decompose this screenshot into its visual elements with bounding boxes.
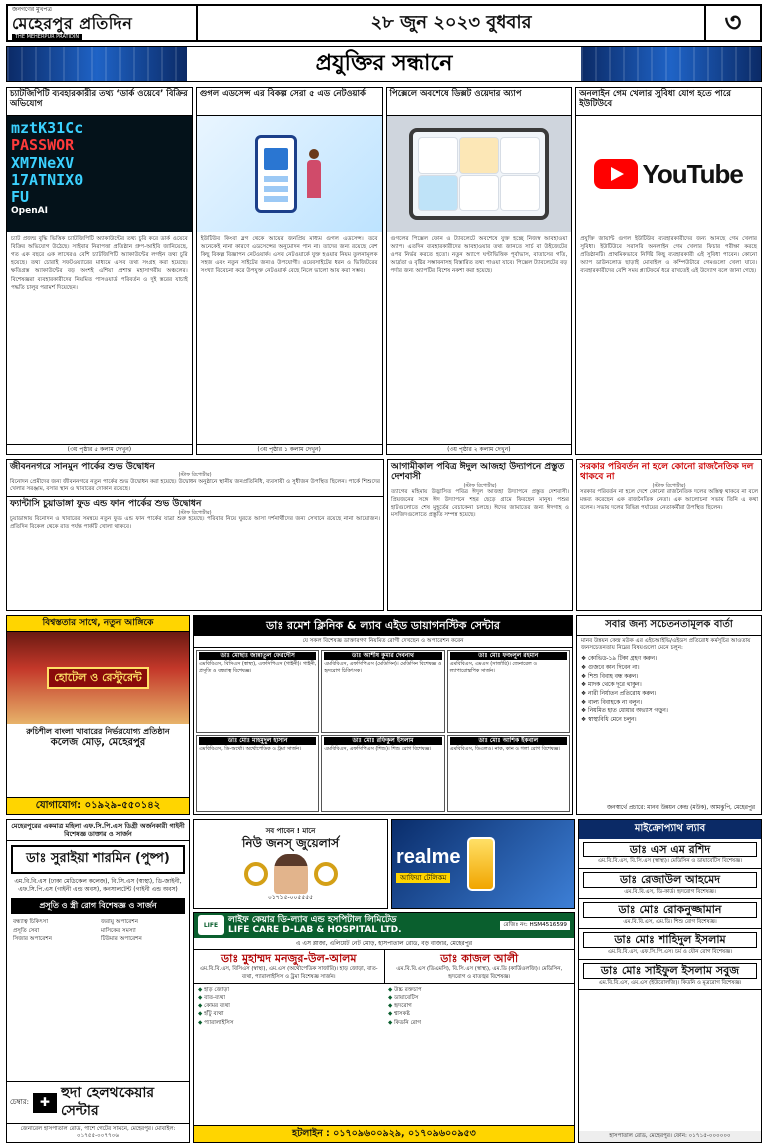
article-headline: পিক্সেলে অবশেষে ডিক্সট ওয়েদার অ্যাপ bbox=[387, 88, 572, 116]
lifecare-title-block bbox=[228, 915, 496, 936]
article-youtube-games bbox=[575, 87, 762, 455]
doctor-name: ডাঃ মোঃ রোকনুজ্জামান bbox=[583, 902, 757, 918]
article-continued: (৩য় পৃষ্ঠার ২ কলাম দেখুন) bbox=[387, 444, 572, 455]
ads-row-1 bbox=[6, 615, 762, 815]
lifecare-header bbox=[194, 913, 574, 938]
image-text-line: XM7NeXV bbox=[11, 153, 75, 172]
article-image-adsense bbox=[197, 116, 382, 232]
lifecare-registration: রেজিঃ নং: HSM4516599 bbox=[500, 921, 570, 930]
eid-news-column bbox=[387, 459, 573, 611]
service-item: ◆ উচ্চ রক্তচাপ bbox=[388, 986, 570, 994]
micropath-footer: হাসপাতাল রোড, মেহেরপুর। ফোন: ০১৭১৫-০০০০০০ bbox=[579, 1131, 761, 1142]
story-body: চুয়াডাঙ্গায় বিনোদন ও খাবারের সমন্বয়ে নতুন ফুড এন্ড ফান পার্কের যাত্রা শুরু হয়েছে। পরিবার নিয়ে ঘুরতে আসা দর্শনার্থীদের জন্য সেখানে রয়েছে নানা আয়োজন। প্রতিদিন বিকেল থেকে রাত পর্যন্ত পার্কটি খোলা থাকবে। bbox=[10, 515, 380, 530]
service-item: ◆ হৃদরোগ bbox=[388, 1002, 570, 1010]
doctor-card bbox=[194, 950, 384, 983]
doctor-card bbox=[447, 650, 570, 734]
story-byline: (স্টাফ রিপোর্টার) bbox=[178, 472, 212, 479]
doctor-card bbox=[579, 899, 761, 929]
doctor-tagline: মেহেরপুরের একমাত্র মহিলা এফ.সি.পি.এস ডিগ্রী অর্জনকারী গাইনী বিশেষজ্ঞ ডাক্তার ও সার্জন bbox=[7, 820, 189, 841]
story-body: সরকার পরিবর্তন না হলে দেশে কোনো রাজনৈতিক দলের অস্তিত্ব থাকবে না বলে মন্তব্য করেছেন এক রাজনৈতিক নেতা। এক আলোচনা সভায় তিনি এ কথা বলেন। সভায় দলের বিভিন্ন পর্যায়ের নেতাকর্মীরা উপস্থিত ছিলেন। bbox=[580, 488, 758, 511]
restaurant-location: কলেজ মোড়, মেহেরপুর bbox=[50, 737, 146, 749]
story-headline: সরকার পরিবর্তন না হলে কোনো রাজনৈতিক দল থাকবে না bbox=[580, 462, 754, 483]
image-text-line: mztK31Cc bbox=[11, 119, 84, 137]
article-adsense bbox=[196, 87, 383, 455]
doctor-card bbox=[196, 735, 319, 812]
story-headline: আগামীকাল পবিত্র ঈদুল আজহা উদ্যাপনে প্রস্তুত দেশবাসী bbox=[391, 462, 565, 483]
lifecare-hotline: হটলাইন : ০১৭০৯৬০০৯২৯, ০১৭০৯৬০০৯৫৩ bbox=[194, 1125, 574, 1142]
micropath-title: মাইক্রোপ্যাথ ল্যাব bbox=[579, 820, 761, 839]
list-item: ❖ বাল্য বিবাহকে না বলুন। bbox=[581, 699, 757, 708]
doctor-name: ডাঃ কাজল আলী bbox=[440, 952, 519, 966]
article-image-youtube bbox=[576, 116, 761, 232]
politics-news-column bbox=[576, 459, 762, 611]
youtube-logo: YouTube bbox=[642, 158, 743, 189]
service-item: টিউমার অপারেশন bbox=[101, 936, 142, 943]
doctor-card bbox=[579, 839, 761, 869]
center-ads bbox=[193, 819, 575, 1143]
hospital-cross-icon: ✚ bbox=[33, 1093, 57, 1113]
openai-logo: OpenAI bbox=[11, 206, 48, 217]
center-top-ads bbox=[193, 819, 575, 909]
issue-date: ২৮ জুন ২০২৩ বুধবার bbox=[370, 11, 532, 33]
lifecare-logo: LIFE bbox=[198, 915, 224, 935]
masthead-left bbox=[8, 6, 198, 40]
middle-news-row bbox=[6, 459, 762, 611]
section-title: প্রযুক্তির সন্ধানে bbox=[187, 47, 581, 81]
ads-row-2 bbox=[6, 819, 762, 1143]
article-body: গুগলের পিক্সেল ফোন ও ট্যাবলেটে অবশেষে যুক্ত হচ্ছে নিজস্ব আবহাওয়া অ্যাপ। এতদিন ব্যবহারকারীদের আবহাওয়ার তথ্য জানতে সার্চ বা উইজেটের ওপর নির্ভর করতে হতো। নতুন অ্যাপে ঘণ্টাভিত্তিক পূর্বাভাস, বাতাসের গতি, আর্দ্রতা ও বৃষ্টির সম্ভাবনাসহ বিস্তারিত তথ্য পাওয়া যাবে। পিক্সেল ট্যাবলেটের বড় পর্দার জন্য অ্যাপটির বিশেষ নকশা করা হয়েছে। bbox=[390, 236, 568, 275]
gynecologist-ad bbox=[6, 819, 190, 1143]
doctor-name: ডাঃ রেজাউল আহমেদ bbox=[583, 872, 757, 888]
realme-ad bbox=[391, 819, 575, 909]
doctor-card bbox=[196, 650, 319, 734]
doctor-detail: এমবিবিএস, এমএস (সার্জারি)। জেনারেল ও ল্যাপারোস্কপিক সার্জন। bbox=[449, 660, 538, 674]
story-byline: (স্টাফ রিপোর্টার) bbox=[652, 482, 686, 489]
services-list-left bbox=[194, 984, 384, 1125]
lifecare-doctors bbox=[194, 950, 574, 983]
tech-articles-row bbox=[6, 87, 762, 455]
article-headline: অনলাইন গেম খেলার সুবিধা যোগ হতে পারে ইউটিউবে bbox=[576, 88, 761, 116]
article-headline: গুগল এডসেন্স এর বিকল্প সেরা ৫ এড নেটওয়ার্ক bbox=[197, 88, 382, 116]
lifecare-services bbox=[194, 983, 574, 1125]
doctor-card bbox=[579, 960, 761, 990]
doctor-detail: এম.বি.বি.এস, বি.সি.এস (স্বাস্থ্য)। মেডিসিন ও ডায়াবেটিস বিশেষজ্ঞ। bbox=[597, 858, 743, 865]
service-item: বন্ধ্যাত্ব চিকিৎসা bbox=[13, 919, 48, 926]
banner-tech-graphic-left bbox=[7, 47, 187, 81]
chamber-block bbox=[7, 1081, 189, 1123]
chamber-label: চেম্বার: bbox=[10, 1098, 29, 1107]
doctor-card bbox=[447, 735, 570, 812]
person-illustration bbox=[305, 149, 323, 199]
list-item: ❖ মাদক থেকে দূরে থাকুন। bbox=[581, 681, 757, 690]
diagnostic-title: ডাঃ রমেশ ক্লিনিক & ল্যাব এইড ডায়াগনস্টিক সেন্টার bbox=[194, 616, 572, 636]
owner-photo bbox=[274, 854, 308, 894]
list-item: ❖ কোভিড-১৯ টিকা গ্রহণ করুন। bbox=[581, 655, 757, 664]
doctor-detail: এম.বি.বি.এস, এফ.সি.পি.এস। চর্ম ও যৌন রোগ বিশেষজ্ঞ। bbox=[607, 949, 733, 956]
doctor-name: ডাঃ মোঃ শাহিদুল ইসলাম bbox=[583, 932, 757, 948]
newspaper-english-name: THE MEHERPUR PRATIDIN bbox=[12, 34, 82, 40]
awareness-list bbox=[577, 655, 761, 725]
doctor-card bbox=[579, 869, 761, 899]
article-continued: (৩য় পৃষ্ঠার ৫ কলাম দেখুন) bbox=[7, 444, 192, 455]
news-story bbox=[7, 460, 383, 496]
doctor-name: ডাঃ মোঃ মাহমুদুল হাসান bbox=[199, 737, 316, 745]
lifecare-hospital-ad bbox=[193, 912, 575, 1143]
restaurant-ad bbox=[6, 615, 190, 815]
image-text-line: PASSWOR bbox=[11, 136, 75, 155]
services-list-right bbox=[384, 984, 574, 1125]
doctor-name: ডাঃ আশীষ কুমার দেবনাথ bbox=[324, 652, 441, 660]
doctor-detail: এমবিবিএস, ডি-অর্থো। অর্থোপেডিক ও ট্রমা সার্জন। bbox=[199, 746, 301, 753]
phone-illustration bbox=[255, 135, 297, 213]
awareness-intro: মানব উন্নয়ন কেন্দ্র মউক এর এইচআইভি/এইডস প্রতিরোধ কর্মসূচির আওতায় জনসচেতনতায় নিম্নের বিষয়গুলো মেনে চলুন: bbox=[581, 637, 751, 652]
story-body: বিনোদন প্রেমীদের জন্য জীবননগরে নতুন পার্কের শুভ উদ্বোধন করা হয়েছে। উদ্বোধন অনুষ্ঠানে স্থানীয় জনপ্রতিনিধি, ব্যবসায়ী ও সুধীজন উপস্থিত ছিলেন। পার্কে শিশুদের খেলার সরঞ্জাম, বসার স্থান ও খাবারের দোকান রয়েছে। bbox=[10, 478, 380, 493]
restaurant-description: রুচিশীল বাংলা খাবারের নির্ভরযোগ্য প্রতিষ্ঠান bbox=[26, 727, 170, 737]
jewellers-ad bbox=[193, 819, 388, 909]
doctor-name: ডাঃ সুরাইয়া শারমিন (পুষ্প) bbox=[11, 845, 185, 873]
article-body: চ্যাট প্রজন্ম বুদ্ধি ভিত্তিক চ্যাটজিপিটি অ্যাকাউন্টের তথ্য চুরি করে ডার্ক ওয়েবে বিক্রির অভিযোগ উঠেছে। সাইবার নিরাপত্তা প্রতিষ্ঠান গ্রুপ-আইবি জানিয়েছে, গত এক বছরে এক লাখেরও বেশি চ্যাটজিপিটি অ্যাকাউন্টের লগইন তথ্য চুরি হয়েছে। তথ্য চোরাই সফটওয়্যারের মাধ্যমে এসব তথ্য সংগ্রহ করা হয়েছে। ক্ষতিগ্রস্ত অ্যাকাউন্টের বড় অংশই এশিয়া প্রশান্ত মহাসাগরীয় অঞ্চলের। বিশেষজ্ঞরা ব্যবহারকারীদের নিয়মিত পাসওয়ার্ড পরিবর্তন ও দুই স্তরের যাচাই পদ্ধতি চালুর পরামর্শ দিয়েছেন। bbox=[11, 236, 188, 291]
restaurant-sign: হোটেল ও রেস্টুরেন্ট bbox=[47, 667, 148, 689]
page-number: ৩ bbox=[704, 6, 760, 40]
doctor-name: ডাঃ মোঃ সাইফুল ইসলাম সবুজ bbox=[583, 963, 757, 979]
awareness-ad bbox=[576, 615, 762, 815]
lifecare-title-english: LIFE CARE D-LAB & HOSPITAL LTD. bbox=[228, 925, 402, 936]
service-item: মাসিকের সমস্যা bbox=[101, 927, 136, 934]
doctor-name: ডাঃ মুহাম্মদ মনজুর-উল-আলম bbox=[221, 952, 357, 966]
doctor-name: ডাঃ মোঃ ফজলুল রহমান bbox=[450, 652, 567, 660]
service-item: ◆ কোমর ব্যথা bbox=[198, 1002, 380, 1010]
doctor-grid bbox=[194, 648, 572, 814]
article-continued: (৩য় পৃষ্ঠার ১ কলাম দেখুন) bbox=[197, 444, 382, 455]
doctor-detail: এম.বি.বি.এস, ডি-কার্ড। হৃদরোগ বিশেষজ্ঞ। bbox=[624, 888, 716, 895]
shop-name: আফিয়া টেলিকম bbox=[396, 873, 450, 884]
doctor-detail: এমবিবিএস, এফসিপিএস (শিশু)। শিশু রোগ বিশেষজ্ঞ। bbox=[324, 746, 432, 753]
doctor-degrees: এম.বি.বি.এস (ঢাকা মেডিকেল কলেজ), বি.সি.এস (স্বাস্থ্য), ডি-জাইনী, এফ.সি.পি.এস (গাইনী এন্ড অবস), কনসালটেন্ট (গাইনী এন্ড অবস) bbox=[14, 877, 182, 893]
doctor-card bbox=[579, 929, 761, 959]
doctor-detail: এম.বি.বি.এস, এম.ডি। শিশু রোগ বিশেষজ্ঞ। bbox=[623, 918, 717, 925]
doctor-detail: এম.বি.বি.এস, এম.এস (ইউরোলজি)। কিডনি ও মূত্ররোগ বিশেষজ্ঞ। bbox=[598, 979, 742, 986]
restaurant-photo bbox=[7, 632, 189, 724]
news-story bbox=[7, 497, 383, 533]
local-news-column bbox=[6, 459, 384, 611]
chamber-name: হুদা হেলথকেয়ার সেন্টার bbox=[60, 1085, 155, 1119]
service-item: সিজার অপারেশন bbox=[13, 936, 53, 943]
list-item: ❖ নিয়মিত হাত ধোয়ার অভ্যাস গড়ুন। bbox=[581, 707, 757, 716]
masthead-tagline: জনগণের মুখপত্র bbox=[12, 6, 52, 14]
doctor-card bbox=[321, 735, 444, 812]
awareness-signature: জনস্বার্থে প্রচারে: মানব উন্নয়ন কেন্দ্র (মউক), আমঝুপি, মেহেরপুর bbox=[606, 804, 755, 811]
story-headline: ফ্যান্টাসি চুয়াডাঙ্গা ফুড এন্ড ফান পার্কের শুভ উদ্বোধন bbox=[10, 499, 202, 510]
jewellers-name: নিউ জনস্ জুয়েলার্স bbox=[241, 835, 340, 850]
article-image-chatgpt bbox=[7, 116, 192, 232]
image-text-line: 17ATNIX0 bbox=[11, 170, 84, 189]
doctor-detail: এমবিবিএস, বিসিএস (স্বাস্থ্য), এফসিপিএস (গাইনী)। গাইনী, প্রসূতি ও বন্ধ্যাত্ব বিশেষজ্ঞ। bbox=[199, 660, 317, 674]
doctor-detail: এমবিবিএস, এফসিপিএস (মেডিসিন)। মেডিসিন বিশেষজ্ঞ ও হৃদরোগ চিকিৎসক। bbox=[324, 660, 442, 674]
banner-tech-graphic-right bbox=[581, 47, 761, 81]
doctor-name: ডাঃ মোঃ রফিকুল ইসলাম bbox=[324, 737, 441, 745]
article-body: প্রযুক্তি জায়ান্ট গুগল ইউটিউব ব্যবহারকারীদের জন্য আনছে গেম খেলার সুবিধা। ইউটিউবে সরাসরি অনলাইন গেম খেলার ফিচার পরীক্ষা করছে প্রতিষ্ঠানটি। প্রাথমিকভাবে নির্দিষ্ট কিছু ব্যবহারকারী এই সুবিধা পাবেন। কোনো অ্যাপ ডাউনলোড ছাড়াই মোবাইল ও কম্পিউটারে গেমগুলো খেলা যাবে। ব্যবহারকারীদের বেশি সময় প্ল্যাটফর্মে ধরে রাখতেই এই উদ্যোগ বলে জানা গেছে। bbox=[580, 236, 757, 275]
story-byline: (স্টাফ রিপোর্টার) bbox=[178, 509, 212, 516]
ring-icon bbox=[314, 862, 338, 886]
youtube-play-icon bbox=[594, 159, 638, 189]
restaurant-phone: যোগাযোগ: ০১৯২৯-৫৫০১৪২ bbox=[7, 797, 189, 815]
article-pixel-weather bbox=[386, 87, 573, 455]
service-item: ◆ কিডনি রোগ bbox=[388, 1019, 570, 1027]
doctor-name: ডাঃ মোছাঃ জান্নাতুল ফেরদৌস bbox=[199, 652, 316, 660]
service-item: প্রসূতি সেবা bbox=[13, 927, 40, 934]
chamber-address: জেনারেল হাসপাতাল রোড, পাশে গেটের সামনে, মেহেরপুর। মোবাইল: ০১৭৫৫-০০৭৭০৬ bbox=[7, 1123, 189, 1142]
image-text-line: FU bbox=[11, 188, 30, 206]
doctor-card bbox=[384, 950, 575, 983]
story-headline: জীবননগরে সানমুন পার্কের শুভ উদ্বোধন bbox=[10, 462, 155, 472]
story-byline: (স্টাফ রিপোর্টার) bbox=[463, 482, 497, 489]
service-item: ◆ ডায়াবেটিস bbox=[388, 994, 570, 1002]
article-image-tablet bbox=[387, 116, 572, 232]
service-item: ◆ শ্বাসকষ্ট bbox=[388, 1010, 570, 1018]
service-item: ◆ বাত-ব্যথা bbox=[198, 994, 380, 1002]
realme-text bbox=[396, 845, 461, 884]
ring-icon bbox=[244, 862, 268, 886]
tablet-illustration bbox=[409, 128, 549, 220]
list-item: ❖ নারী নির্যাতন প্রতিরোধ করুন। bbox=[581, 690, 757, 699]
phone-illustration bbox=[467, 837, 495, 891]
doctor-detail: এম.বি.বি.এস, বিসিএস (স্বাস্থ্য), এম.এস (অর্থোপেডিক সার্জারি)। হাড় জোড়া, বাত-ব্যথা, প্যারালাইসিস ও ট্রমা বিশেষজ্ঞ সার্জন। bbox=[199, 965, 378, 980]
service-item: ◆ প্যারালাইসিস bbox=[198, 1019, 380, 1027]
newspaper-name: মেহেরপুর প্রতিদিন bbox=[12, 13, 133, 33]
doctor-specialty: প্রসূতি ও স্ত্রী রোগ বিশেষজ্ঞ ও সার্জন bbox=[11, 898, 185, 914]
realme-logo: realme bbox=[396, 845, 461, 868]
masthead bbox=[6, 4, 762, 42]
micropath-lab-ad bbox=[578, 819, 762, 1143]
restaurant-tagline: বিশ্বস্ততার সাথে, নতুন আঙ্গিকে bbox=[7, 616, 189, 632]
doctor-detail: এমবিবিএস, ডিএলও। নাক, কান ও গলা রোগ বিশেষজ্ঞ। bbox=[449, 746, 561, 753]
list-item: ❖ গুজবে কান দিবেন না। bbox=[581, 664, 757, 673]
list-item: ❖ স্বাস্থ্যবিধি মেনে চলুন। bbox=[581, 716, 757, 725]
doctor-card bbox=[321, 650, 444, 734]
lifecare-address: এ এস প্লাজা, এলিয়েট নেট মোড়, হাসপাতাল রোড, বড় বাজার, মেহেরপুর bbox=[194, 938, 574, 951]
jewellers-phone: ০১৭১৫-০০৫৫৫৫ bbox=[267, 893, 314, 901]
doctor-detail: এম.বি.বি.এস (ডিএমসি), বি.সি.এস (স্বাস্থ্য), এম.ডি (কার্ডিওলজি)। মেডিসিন, হৃদরোগ ও বাতজ্বর বিশেষজ্ঞ। bbox=[396, 965, 563, 980]
service-item: ◆ হাঁটু ব্যথা bbox=[198, 1010, 380, 1018]
services-list bbox=[7, 918, 189, 943]
jewellers-visual bbox=[244, 854, 338, 894]
jewellers-line: সব পাবেন ! মানে bbox=[265, 826, 316, 835]
awareness-title: সবার জন্য সচেতনতামূলক বার্তা bbox=[577, 616, 761, 636]
diagnostic-center-ad bbox=[193, 615, 573, 815]
news-story bbox=[577, 460, 761, 514]
doctor-name: ডাঃ এস এম রশিদ bbox=[583, 842, 757, 858]
service-item: জরায়ু অপারেশন bbox=[101, 919, 139, 926]
story-body: ত্যাগের মহিমায় উদ্ভাসিত পবিত্র ঈদুল আজহা উদ্যাপনে প্রস্তুত দেশবাসী। প্রিয়জনের সঙ্গে ঈদ উদ্যাপনে শহর ছেড়ে গ্রামে ফিরছেন মানুষ। পশুর হাটগুলোতে শেষ মুহূর্তের বেচাকেনা চলছে। ঈদের জামাতের জন্য ঈদগাহ ও মসজিদগুলোতে প্রস্তুতি সম্পন্ন হয়েছে। bbox=[391, 488, 569, 519]
news-story bbox=[388, 460, 572, 522]
article-body: ইউটিউব কিংবা ব্লগ থেকে আয়ের জনপ্রিয় মাধ্যম গুগল এডসেন্স। তবে অনেকেই নানা কারণে এডসেন্সের অনুমোদন পান না। তাদের জন্য রয়েছে বেশ কিছু বিকল্প বিজ্ঞাপন নেটওয়ার্ক। এসব নেটওয়ার্কে যুক্ত হওয়ার নিয়ম তুলনামূলক সহজ এবং নতুন সাইটের জন্যও উপযোগী। ওয়েবসাইটের ধরন ও ভিজিটরের সংখ্যা বিবেচনা করে উপযুক্ত নেটওয়ার্ক বেছে নিলে ভালো আয় করা সম্ভব। bbox=[200, 236, 378, 275]
article-headline: চ্যাটজিপিটি ব্যবহারকারীর তথ্য ‘ডার্ক ওয়েবে’ বিক্রির অভিযোগ bbox=[7, 88, 192, 116]
article-chatgpt bbox=[6, 87, 193, 455]
lifecare-title: লাইফ কেয়ার ডি-ল্যাব এন্ড হসপিটাল লিমিটেড bbox=[228, 915, 397, 925]
doctor-name: ডাঃ মোঃ আশিক ইকবাল bbox=[450, 737, 567, 745]
section-banner bbox=[6, 46, 762, 82]
service-item: ◆ হাড় জোড়া bbox=[198, 986, 380, 994]
list-item: ❖ শিশু বিবাহ বন্ধ করুন। bbox=[581, 673, 757, 682]
diagnostic-subtitle: যে সকল বিশেষজ্ঞ ডাক্তারগণ নিয়মিত রোগী দেখছেন ও অপারেশন করেন bbox=[194, 636, 572, 648]
